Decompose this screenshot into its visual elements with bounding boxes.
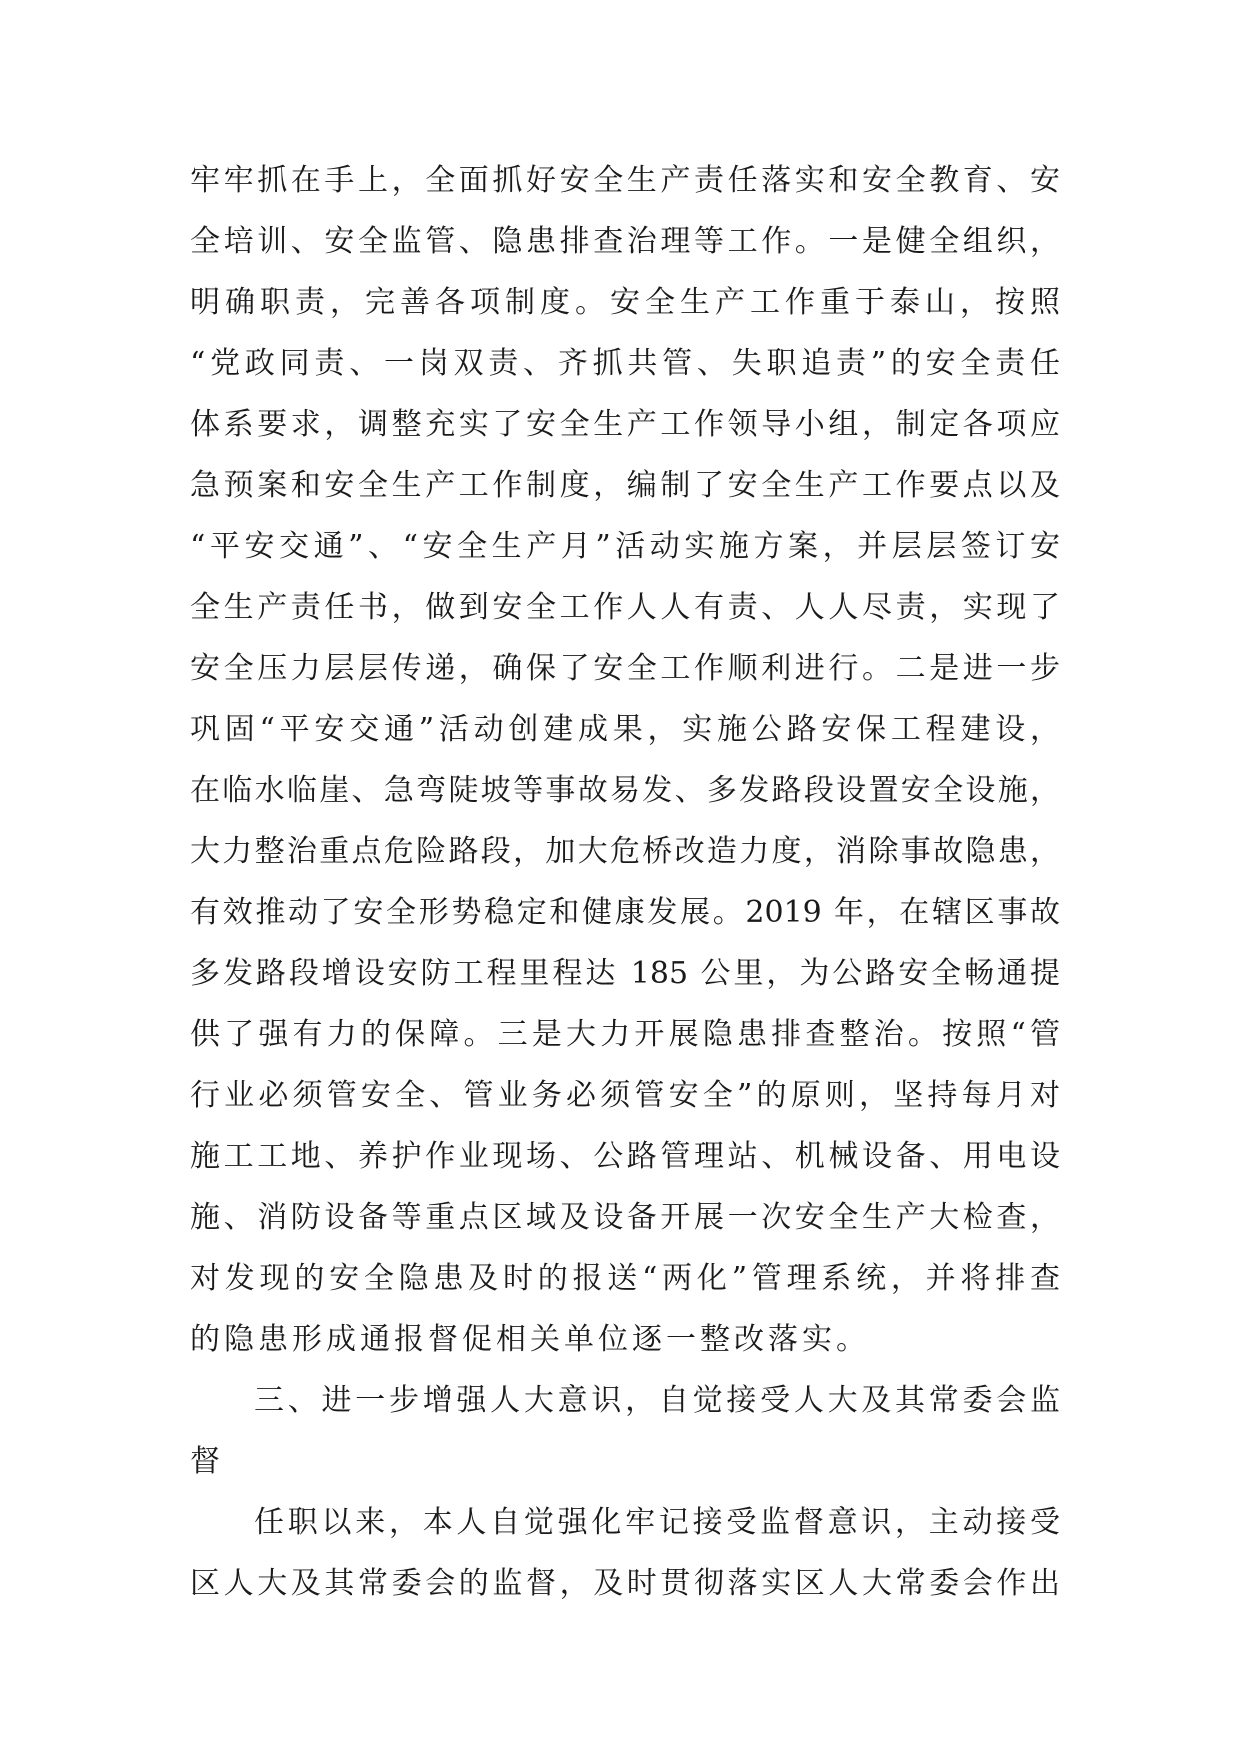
text-line: 全生产责任书，做到安全工作人人有责、人人尽责，实现了 — [190, 590, 1060, 625]
text-line: 安全压力层层传递，确保了安全工作顺利进行。二是进一步 — [190, 651, 1060, 686]
text-line: 多发路段增设安防工程里程达 185 公里，为公路安全畅通提 — [190, 956, 1060, 991]
text-line: 大力整治重点危险路段，加大危桥改造力度，消除事故隐患， — [190, 834, 1060, 869]
text-line: 明确职责，完善各项制度。安全生产工作重于泰山，按照 — [190, 285, 1060, 320]
text-line: 施工工地、养护作业现场、公路管理站、机械设备、用电设 — [190, 1139, 1060, 1174]
text-line: “党政同责、一岗双责、齐抓共管、失职追责”的安全责任 — [190, 346, 1060, 381]
text-line: 急预案和安全生产工作制度，编制了安全生产工作要点以及 — [190, 468, 1060, 503]
text-line: “平安交通”、“安全生产月”活动实施方案，并层层签订安 — [190, 529, 1060, 564]
text-line: 施、消防设备等重点区域及设备开展一次安全生产大检查， — [190, 1200, 1060, 1235]
paragraph-line: 任职以来，本人自觉强化牢记接受监督意识，主动接受 — [254, 1505, 1060, 1540]
section-heading-continuation: 督 — [190, 1444, 224, 1479]
text-line: 行业必须管安全、管业务必须管安全”的原则，坚持每月对 — [190, 1078, 1060, 1113]
text-line: 全培训、安全监管、隐患排查治理等工作。一是健全组织， — [190, 224, 1060, 259]
text-line: 供了强有力的保障。三是大力开展隐患排查整治。按照“管 — [190, 1017, 1060, 1052]
text-line: 有效推动了安全形势稳定和健康发展。2019 年，在辖区事故 — [190, 895, 1060, 930]
text-line: 在临水临崖、急弯陡坡等事故易发、多发路段设置安全设施， — [190, 773, 1060, 808]
text-line: 牢牢抓在手上，全面抓好安全生产责任落实和安全教育、安 — [190, 163, 1060, 198]
paragraph-line: 区人大及其常委会的监督，及时贯彻落实区人大常委会作出 — [190, 1566, 1060, 1601]
text-line: 体系要求，调整充实了安全生产工作领导小组，制定各项应 — [190, 407, 1060, 442]
section-heading: 三、进一步增强人大意识，自觉接受人大及其常委会监 — [254, 1383, 1060, 1418]
text-line: 对发现的安全隐患及时的报送“两化”管理系统，并将排查 — [190, 1261, 1060, 1296]
text-line: 巩固“平安交通”活动创建成果，实施公路安保工程建设， — [190, 712, 1060, 747]
text-line-last: 的隐患形成通报督促相关单位逐一整改落实。 — [190, 1322, 870, 1357]
document-body — [190, 150, 1060, 1614]
